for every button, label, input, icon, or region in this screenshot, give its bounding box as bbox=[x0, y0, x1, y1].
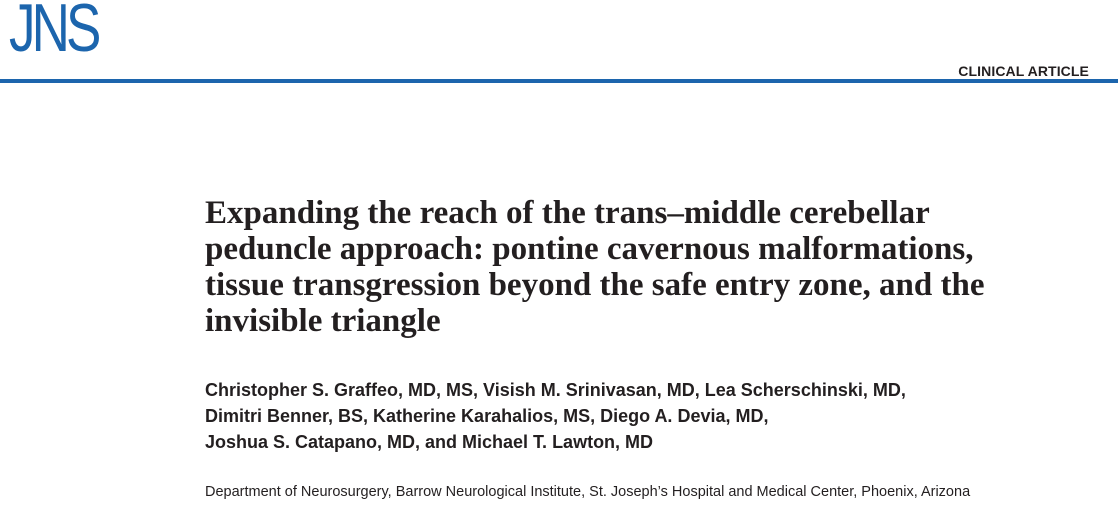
author-line: Christopher S. Graffeo, MD, MS, Visish M. Srinivasan, MD, Lea Scherschinski, MD, bbox=[205, 380, 906, 400]
header-rule bbox=[0, 79, 1118, 83]
affiliation: Department of Neurosurgery, Barrow Neurological Institute, St. Joseph’s Hospital and Medical Center, Phoenix, Arizona bbox=[205, 484, 971, 500]
article-type-label: CLINICAL ARTICLE bbox=[958, 63, 1089, 79]
title-line: invisible triangle bbox=[205, 303, 441, 339]
author-line: Joshua S. Catapano, MD, and Michael T. Lawton, MD bbox=[205, 432, 654, 452]
title-line: peduncle approach: pontine cavernous malformations, bbox=[205, 231, 974, 267]
article-title bbox=[205, 195, 1085, 339]
title-line: Expanding the reach of the trans–middle cerebellar bbox=[205, 195, 930, 231]
author-line: Dimitri Benner, BS, Katherine Karahalios, MS, Diego A. Devia, MD, bbox=[205, 406, 769, 426]
author-list bbox=[205, 377, 906, 455]
title-line: tissue transgression beyond the safe entry zone, and the bbox=[205, 267, 985, 303]
journal-logo: JNS bbox=[9, 0, 98, 66]
